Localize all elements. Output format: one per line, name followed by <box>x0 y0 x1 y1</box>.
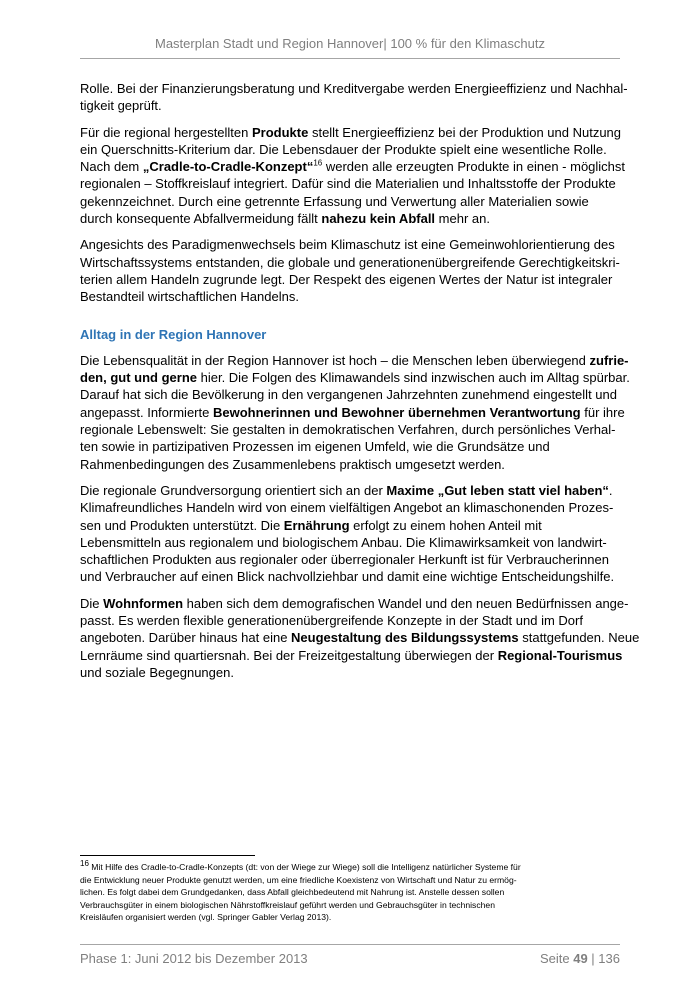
footer-divider <box>80 944 620 945</box>
paragraph <box>80 236 620 305</box>
page-body <box>80 80 640 690</box>
bold-term: Bewohnerinnen und Bewohner übernehmen Verantwortung <box>212 404 581 420</box>
running-header: Masterplan Stadt und Region Hannover| 100 % für den Klimaschutz <box>155 36 545 51</box>
page-number: Seite 49 | 136 <box>539 951 620 966</box>
section-heading: Alltag in der Region Hannover <box>80 326 267 342</box>
paragraph <box>80 124 626 228</box>
text-line: und soziale Begegnungen. <box>80 664 234 680</box>
bold-term: Regional-Tourismus <box>497 647 623 663</box>
text-line: terien allem Handeln zugrunde legt. Der Respekt des eigenen Wertes der Natur ist integraler <box>80 271 613 287</box>
bold-term: Maxime „Gut leben statt viel haben“ <box>386 482 609 498</box>
text-line: Nach dem „Cradle-to-Cradle-Konzept“$^{16}$ werden alle erzeugten Produkte in einen - möglichst <box>80 158 626 175</box>
text-line: regionale Lebenswelt: Sie gestalten in demokratischen Verfahren, durch persönliches Verhal- <box>80 422 616 438</box>
text-line: Rolle. Bei der Finanzierungsberatung und Kreditvergabe werden Energieeffizienz und Nachhal- <box>80 81 628 96</box>
paragraph <box>80 80 628 115</box>
text-line: Die Wohnformen haben sich dem demografischen Wandel und den neuen Bedürfnissen ange- <box>80 595 629 611</box>
footnote-line: $^{16}$ Mit Hilfe des Cradle-to-Cradle-Konzepts (dt: von der Wiege zur Wiege) soll die Intelligenz natürlicher Systeme für <box>80 859 521 872</box>
text-line: Lebensmitteln aus regionalem und biologischem Anbau. Die Klimawirksamkeit von landwirt- <box>80 534 607 550</box>
text-line: gekennzeichnet. Durch eine getrennte Erfassung und Verwertung aller Materialien sowie <box>80 193 589 209</box>
paragraph <box>80 595 640 681</box>
bold-term: Ernährung <box>283 517 350 533</box>
text-line: Darauf hat sich die Bevölkerung in den vergangenen Jahrzehnten zunehmend eingestellt und <box>80 387 617 403</box>
footnote-line: Verbrauchsgüter in einem biologischen Nährstoffkreislauf geführt werden und Gebrauchsgüter in technischen <box>80 899 495 910</box>
bold-term: den, gut und gerne <box>80 370 197 386</box>
text-line: Bestandteil wirtschaftlichen Handelns. <box>80 289 299 305</box>
text-line: ein Querschnitts-Kriterium dar. Die Lebensdauer der Produkte spielt eine wesentliche Rolle. <box>80 141 607 157</box>
text-line: und Verbraucher auf einen Blick nachvollziehbar und damit eine wichtige Entscheidungshilfe. <box>80 569 615 585</box>
footer-phase: Phase 1: Juni 2012 bis Dezember 2013 <box>80 951 308 966</box>
text-line: regionalen – Stoffkreislauf integriert. Dafür sind die Materialien und Inhaltsstoffe der Produkte <box>80 176 616 192</box>
text-line: angeboten. Darüber hinaus hat eine Neugestaltung des Bildungssystems stattgefunden. Neue <box>80 630 640 646</box>
footnote-reference[interactable]: 16 <box>313 158 323 168</box>
text-line: angepasst. Informierte Bewohnerinnen und Bewohner übernehmen Verantwortung für ihre <box>80 404 625 420</box>
text-line: Angesichts des Paradigmenwechsels beim Klimaschutz ist eine Gemeinwohlorientierung des <box>80 237 615 253</box>
text-line: Wirtschaftssystems entstanden, die globale und generationenübergreifende Gerechtigkeitskri- <box>80 254 620 270</box>
footnote-line: die Entwicklung neuer Produkte genutzt werden, um eine friedliche Koexistenz von Wirtschaft und Natur zu ermög- <box>80 874 517 885</box>
text-line: durch konsequente Abfallvermeidung fällt nahezu kein Abfall mehr an. <box>80 211 490 227</box>
footnote-number: 16 <box>80 859 89 869</box>
text-line: Rahmenbedingungen des Zusammenlebens praktisch umgesetzt werden. <box>80 456 505 472</box>
footnote-divider <box>80 855 255 856</box>
text-line: sen und Produkten unterstützt. Die Ernährung erfolgt zu einem hohen Anteil mit <box>80 517 542 533</box>
bold-term: zufrie- <box>589 352 629 368</box>
text-line: Die regionale Grundversorgung orientiert sich an der Maxime „Gut leben statt viel haben“. <box>80 482 613 498</box>
bold-term: Produkte <box>252 124 309 140</box>
paragraph <box>80 482 620 586</box>
footnote <box>80 861 620 924</box>
text-line: tigkeit geprüft. <box>80 98 162 114</box>
text-line: Klimafreundliches Handeln wird von einem vielfältigen Angebot an klimaschonenden Prozes- <box>80 500 614 516</box>
bold-term: „Cradle-to-Cradle-Konzept“ <box>142 159 314 175</box>
text-line: Lernräume sind quartiersnah. Bei der Freizeitgestaltung überwiegen der Regional-Tourismus <box>80 647 623 663</box>
paragraph <box>80 352 630 473</box>
footnote-line: Kreisläufen organisiert werden (vgl. Springer Gabler Verlag 2013). <box>80 912 332 923</box>
text-line: schaftlichen Produkten aus regionaler oder überregionaler Herkunft ist für Verbraucherinnen <box>80 552 609 568</box>
footnote-line: lichen. Es folgt dabei dem Grundgedanken, dass Abfall gleichbedeutend mit Nahrung ist. Anstelle dessen sollen <box>80 887 505 898</box>
header-divider <box>80 58 620 59</box>
text-line: passt. Es werden flexible generationenübergreifende Konzepte in der Stadt und im Dorf <box>80 613 583 629</box>
bold-term: Neugestaltung des Bildungssystems <box>291 630 519 646</box>
text-line: Für die regional hergestellten Produkte stellt Energieeffizienz bei der Produktion und Nutzung <box>80 124 622 140</box>
bold-term: Wohnformen <box>103 595 184 611</box>
text-line: ten sowie in partizipativen Prozessen im eigenen Umfeld, wie die Grundsätze und <box>80 439 550 455</box>
text-line: Die Lebensqualität in der Region Hannover ist hoch – die Menschen leben überwiegend zufrie- <box>80 352 629 368</box>
bold-term: nahezu kein Abfall <box>321 211 436 227</box>
text-line: den, gut und gerne hier. Die Folgen des Klimawandels sind inzwischen auch im Alltag spürbar. <box>80 370 630 386</box>
